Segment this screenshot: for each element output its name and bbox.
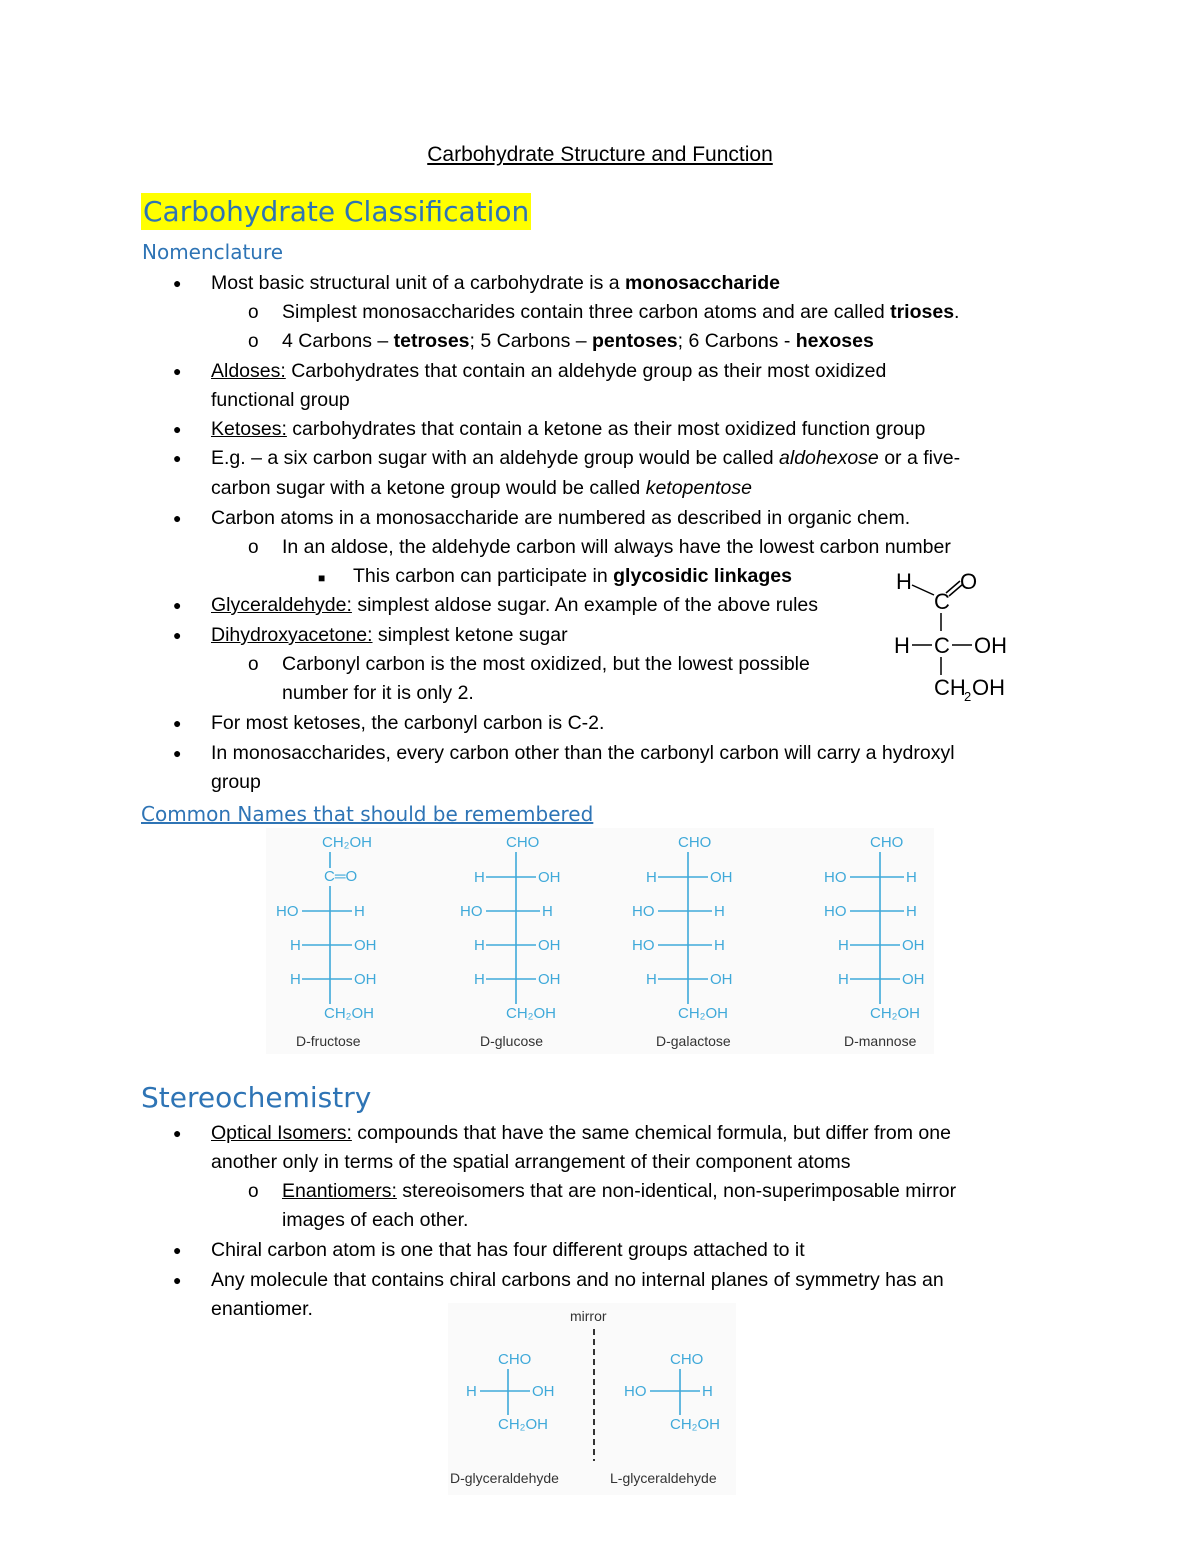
atom-h2: H (894, 633, 910, 658)
mannose-h: H (906, 869, 917, 886)
atom-ch: CH (934, 675, 966, 700)
galactose-top: CHO (678, 834, 712, 851)
l-ho: HO (624, 1383, 647, 1400)
list-item-continuation: images of each other. (282, 1209, 469, 1231)
bullet-icon: ● (173, 715, 182, 731)
circle-bullet-icon: o (248, 537, 259, 558)
glucose-top: CHO (506, 834, 540, 851)
list-item-continuation: another only in terms of the spatial arrangement of their component atoms (211, 1151, 851, 1173)
galactose-h: H (646, 869, 657, 886)
mirror-label: mirror (570, 1308, 607, 1324)
l-cho: CHO (670, 1351, 704, 1368)
fructose-oh: OH (354, 937, 377, 954)
galactose-oh: OH (710, 869, 733, 886)
fischer-svg (266, 828, 934, 1054)
mannose-h: H (838, 937, 849, 954)
galactose-h: H (646, 971, 657, 988)
common-names-link[interactable]: Common Names that should be remembered (141, 802, 594, 826)
mannose-top: CHO (870, 834, 904, 851)
label-fructose: D-fructose (296, 1033, 361, 1049)
d-cho: CHO (498, 1351, 532, 1368)
galactose-ho: HO (632, 937, 655, 954)
galactose-h: H (714, 903, 725, 920)
mannose-ho: HO (824, 903, 847, 920)
section-heading-stereochemistry: Stereochemistry (141, 1081, 372, 1114)
list-item-continuation: functional group (211, 389, 350, 411)
bullet-icon: ● (173, 627, 182, 643)
glucose-h: H (474, 869, 485, 886)
mannose-h: H (838, 971, 849, 988)
atom-oh2: OH (972, 675, 1005, 700)
l-ch2oh: CH₂OH (670, 1416, 720, 1433)
fructose-top: CH₂OH (322, 834, 372, 851)
atom-o: O (960, 569, 978, 594)
galactose-ho: HO (632, 903, 655, 920)
atom-h: H (896, 569, 912, 594)
fructose-h: H (290, 937, 301, 954)
mannose-oh: OH (902, 971, 925, 988)
bullet-icon: ● (173, 275, 182, 291)
enantiomer-svg (448, 1303, 736, 1495)
list-item-continuation: group (211, 771, 261, 793)
section-heading-classification: Carbohydrate Classification (143, 195, 530, 228)
square-bullet-icon: ■ (318, 571, 326, 585)
galactose-oh: OH (710, 971, 733, 988)
bullet-icon: ● (173, 421, 182, 437)
label-mannose: D-mannose (844, 1033, 917, 1049)
glucose-oh: OH (538, 971, 561, 988)
list-item-continuation: carbon sugar with a ketone group would be called ketopentose (211, 477, 752, 499)
d-h: H (466, 1383, 477, 1400)
d-ch2oh: CH₂OH (498, 1416, 548, 1433)
galactose-h: H (714, 937, 725, 954)
glucose-h: H (542, 903, 553, 920)
circle-bullet-icon: o (248, 302, 259, 323)
d-glyceraldehyde-label: D-glyceraldehyde (450, 1470, 559, 1486)
mannose-bottom: CH₂OH (870, 1005, 920, 1022)
page-title: Carbohydrate Structure and Function (427, 143, 773, 166)
bullet-icon: ● (173, 597, 182, 613)
fructose-ho: HO (276, 903, 299, 920)
d-oh: OH (532, 1383, 555, 1400)
subscript-2: 2 (964, 689, 972, 704)
glucose-bottom: CH₂OH (506, 1005, 556, 1022)
fructose-h: H (354, 903, 365, 920)
atom-c: C (934, 589, 950, 614)
mannose-h: H (906, 903, 917, 920)
bullet-icon: ● (173, 363, 182, 379)
bullet-icon: ● (173, 1272, 182, 1288)
circle-bullet-icon: o (248, 1181, 259, 1202)
label-galactose: D-galactose (656, 1033, 731, 1049)
label-glucose: D-glucose (480, 1033, 544, 1049)
mannose-ho: HO (824, 869, 847, 886)
glucose-oh: OH (538, 869, 561, 886)
bullet-icon: ● (173, 450, 182, 466)
atom-oh: OH (974, 633, 1007, 658)
bullet-icon: ● (173, 1242, 182, 1258)
circle-bullet-icon: o (248, 331, 259, 352)
glucose-oh: OH (538, 937, 561, 954)
l-glyceraldehyde-label: L-glyceraldehyde (610, 1470, 717, 1486)
fischer-figure (266, 828, 934, 1054)
list-item-continuation: number for it is only 2. (282, 682, 474, 704)
glucose-h: H (474, 937, 485, 954)
fructose-co: C═O (324, 868, 358, 885)
fructose-oh: OH (354, 971, 377, 988)
bullet-icon: ● (173, 745, 182, 761)
l-h: H (702, 1383, 713, 1400)
bullet-icon: ● (173, 510, 182, 526)
glucose-h: H (474, 971, 485, 988)
list-item-continuation: enantiomer. (211, 1298, 313, 1320)
glyceraldehyde-structure (888, 565, 1028, 705)
fructose-h: H (290, 971, 301, 988)
circle-bullet-icon: o (248, 654, 259, 675)
enantiomer-figure (448, 1303, 736, 1495)
galactose-bottom: CH₂OH (678, 1005, 728, 1022)
glucose-ho: HO (460, 903, 483, 920)
mannose-oh: OH (902, 937, 925, 954)
bullet-icon: ● (173, 1125, 182, 1141)
subheading-nomenclature: Nomenclature (142, 240, 284, 264)
fructose-bottom: CH₂OH (324, 1005, 374, 1022)
atom-c2: C (934, 633, 950, 658)
